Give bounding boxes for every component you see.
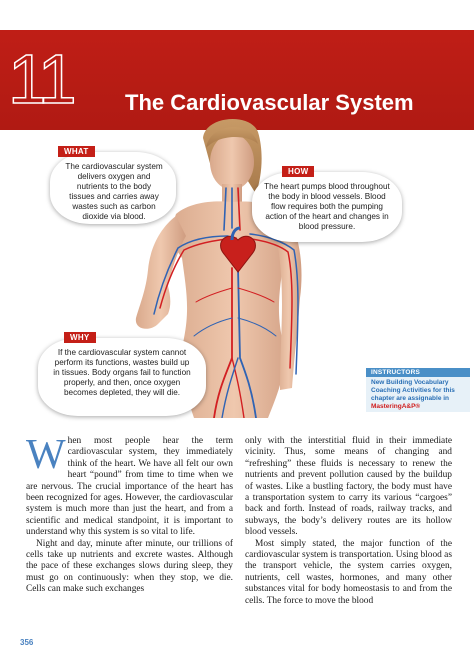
paragraph-two: Night and day, minute after minute, our trillions of cells take up nutrients and excrete wastes. Although the pace of these exchanges slows during sleep, they must go on continuously: when they stop, we die. Cells can make such exchanges <box>26 538 233 595</box>
banner-top-stripe <box>0 0 474 30</box>
intro-paragraph <box>26 432 233 539</box>
what-callout-text: The cardiovascular system delivers oxygen and nutrients to the body tissues and carries away wastes such as carbon dioxide via blood. <box>65 162 163 221</box>
mastering-ap-link[interactable]: MasteringA&P® <box>371 403 421 410</box>
drop-cap: W <box>26 432 66 478</box>
instructors-body <box>366 377 470 411</box>
instructors-heading: INSTRUCTORS <box>366 368 470 377</box>
chapter-title: The Cardiovascular System <box>125 90 414 115</box>
what-tag: WHAT <box>58 146 95 157</box>
instructors-text: New Building Vocabulary Coaching Activities for this chapter are assignable in <box>371 379 455 402</box>
chapter-number: 11 <box>8 40 73 118</box>
how-tag: HOW <box>282 166 314 177</box>
how-callout <box>252 172 402 242</box>
intro-paragraph-text: hen most people hear the term cardiovascular system, they immediately think of the heart. We have all felt our own heart “pound” from time to time when we are nervous. The crucial importance of the heart has been recognized for ages. However, the cardiovascular system is much more than just the heart, and from a scientific and medical standpoint, it is important to understand why this system is so vital to life. <box>26 436 233 538</box>
body-column-left <box>26 432 233 596</box>
instructors-box <box>366 368 470 412</box>
paragraph-four: Most simply stated, the major function of the cardiovascular system is transportation. Using blood as the transport vehicle, the system carries oxygen, nutrients, cell wastes, hormones, and many other substances vital for body homeostasis to and from the cells. The force to move the blood <box>245 538 452 606</box>
why-tag: WHY <box>64 332 96 343</box>
why-callout-text: If the cardiovascular system cannot perform its functions, wastes build up in tissues. Body organs fail to function properly, and then, once oxygen becomes depleted, they will die. <box>53 348 191 397</box>
body-column-right <box>245 436 452 607</box>
page-number: 356 <box>20 638 34 647</box>
why-callout <box>38 338 206 416</box>
paragraph-three: only with the interstitial fluid in their immediate vicinity. Thus, some means of changing and “refreshing” these fluids is necessary to renew the nutrients and prevent pollution caused by the buildup of wastes. Like a bustling factory, the body must have a transportation system to carry its various “cargoes” back and forth. Instead of roads, railway tracks, and subways, the body’s delivery routes are its hollow blood vessels. <box>245 436 452 538</box>
how-callout-text: The heart pumps blood throughout the body in blood vessels. Blood flow requires both the pumping action of the heart and changes in blood pressure. <box>264 182 390 231</box>
what-callout <box>50 152 176 224</box>
